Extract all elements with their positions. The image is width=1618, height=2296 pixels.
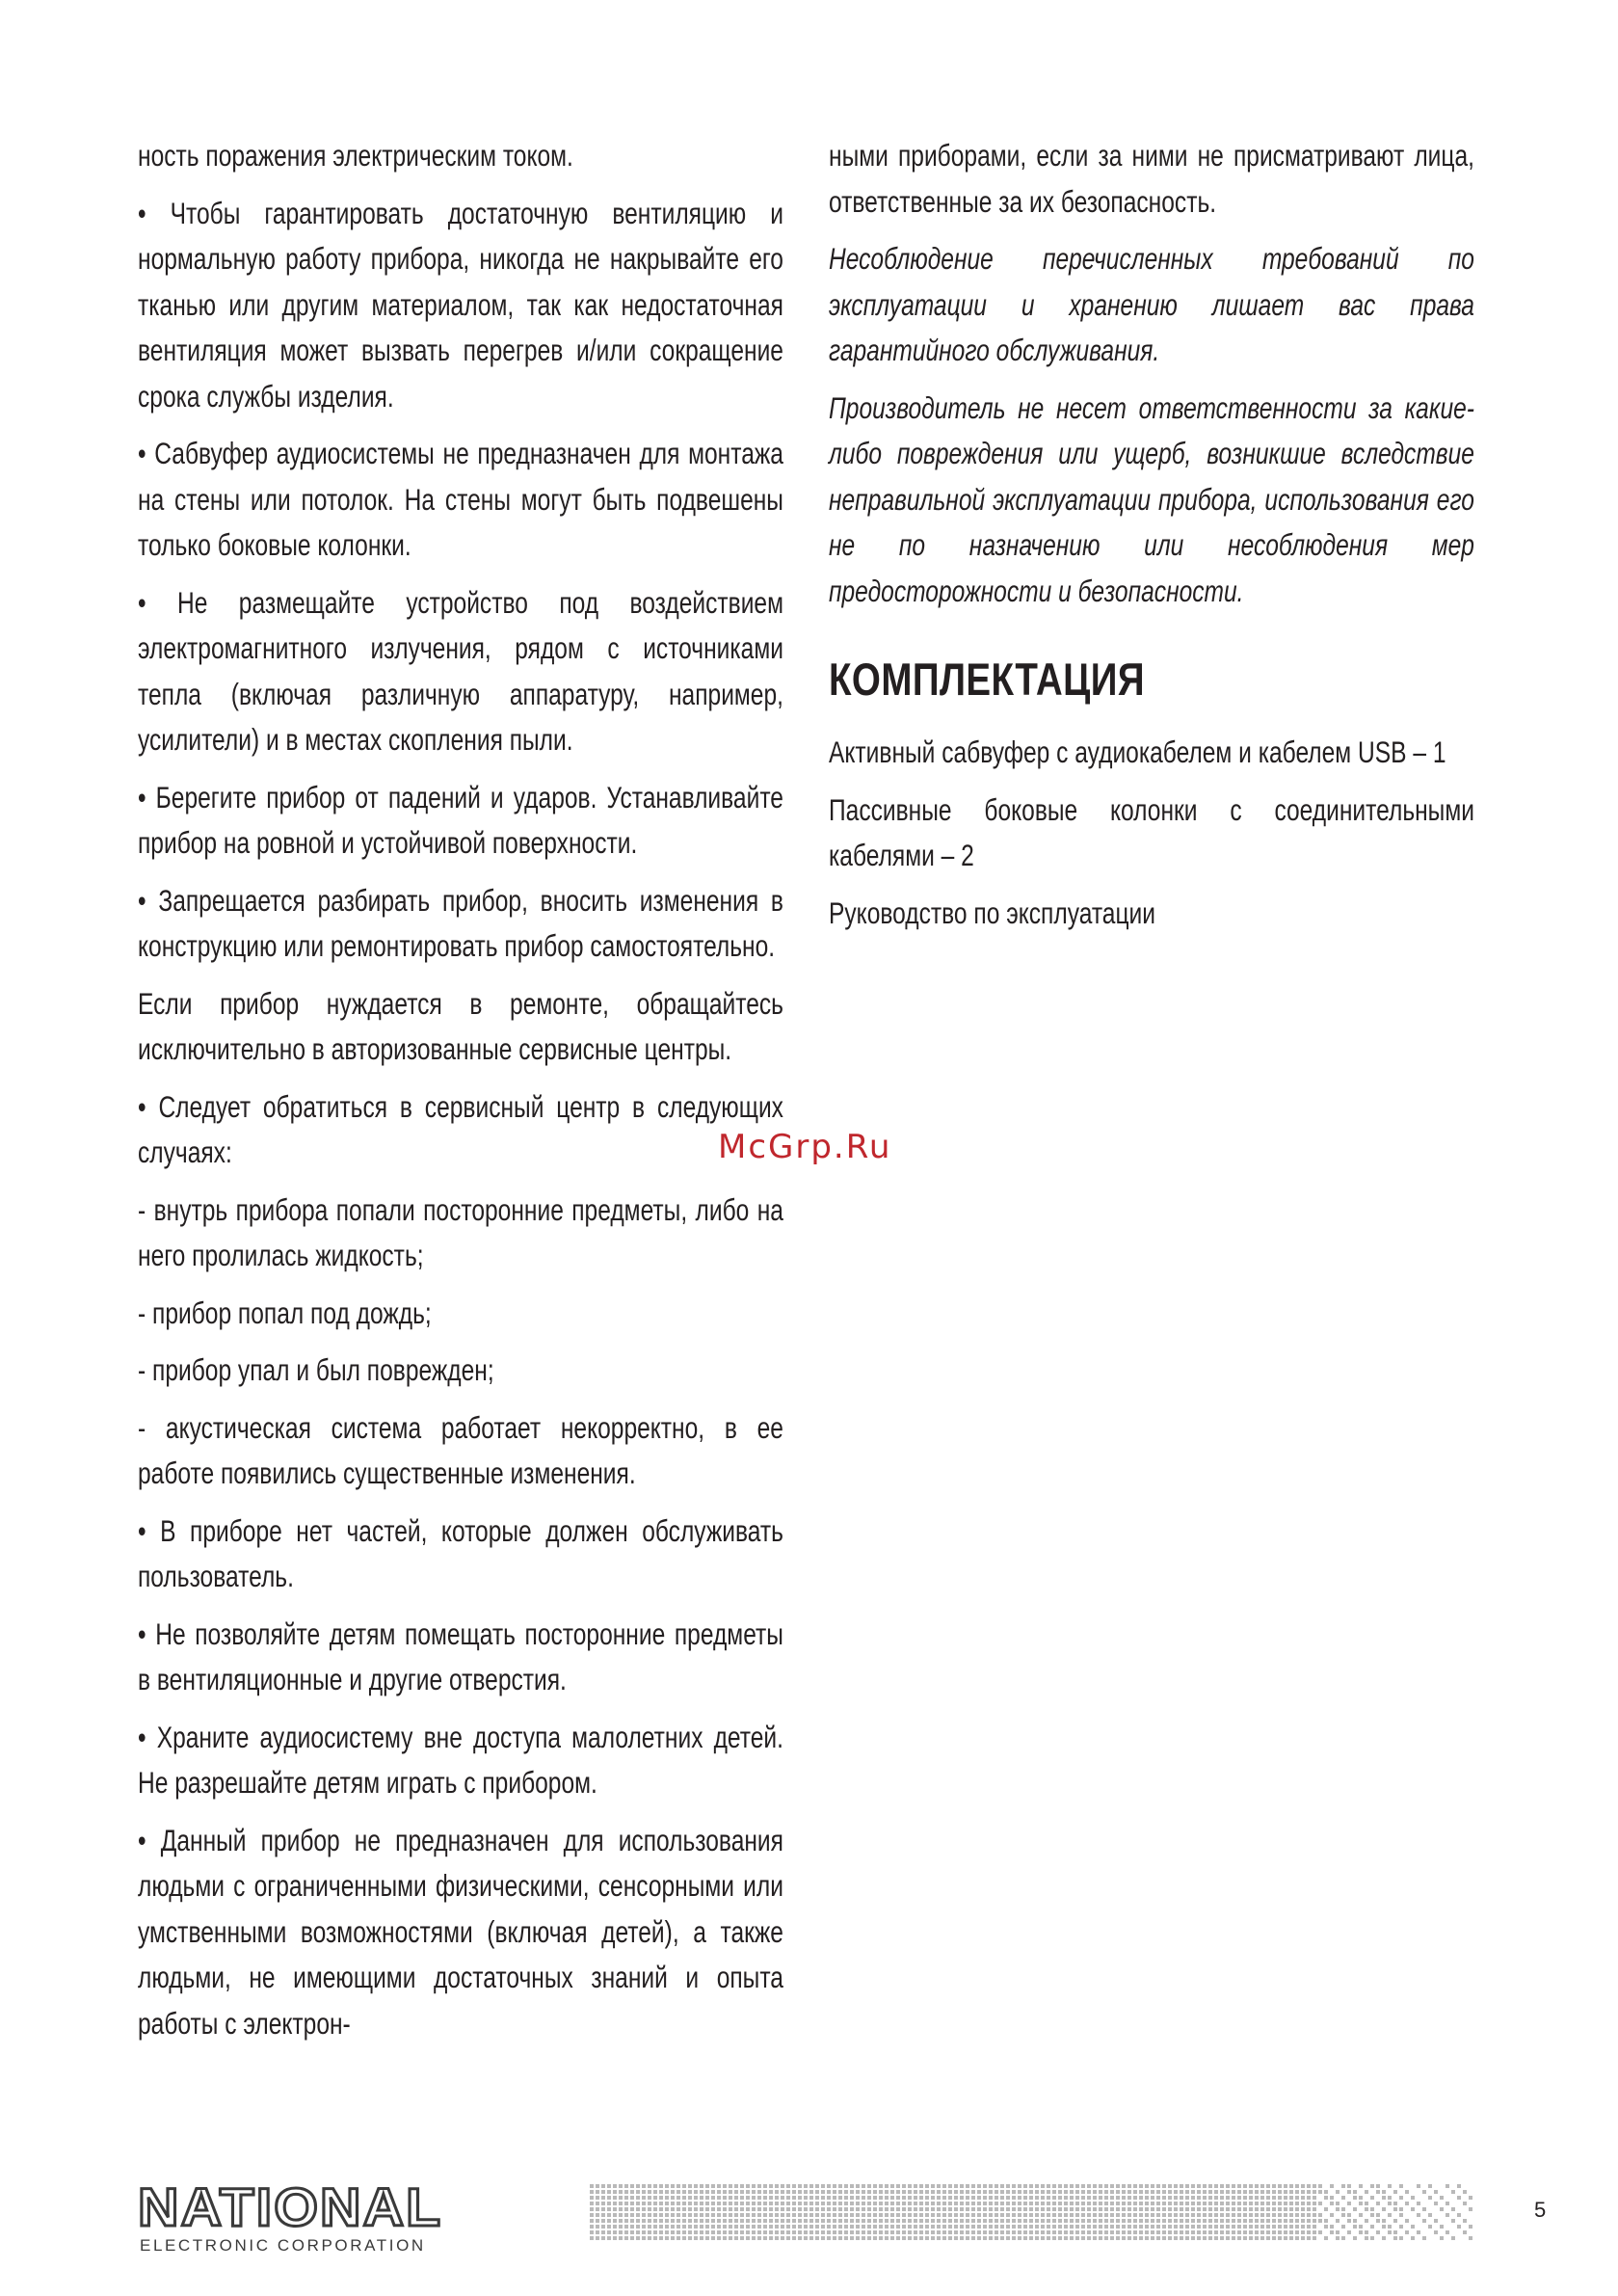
paragraph: • Храните аудиосистему вне доступа малолетних детей. Не разрешайте детям играть с прибором. xyxy=(138,1719,783,1800)
paragraph: ность поражения электрическим током. xyxy=(138,138,573,173)
package-contents-heading: КОМПЛЕКТАЦИЯ xyxy=(829,654,1145,705)
liability-disclaimer: Производитель не несет ответственности за какие-либо повреждения или ущерб, возникшие вследствие неправильной эксплуатации прибора, использования его не по назначению или несоблюдения мер предосторожности и безопасности. xyxy=(829,389,1474,608)
package-item: Активный сабвуфер с аудиокабелем и кабелем USB – 1 xyxy=(829,734,1446,769)
intro-paragraph: ными приборами, если за ними не присматривают лица, ответственные за их безопасность. xyxy=(829,138,1474,219)
watermark: McGrp.Ru xyxy=(718,1128,892,1166)
right-column xyxy=(829,133,1474,948)
decorative-dot-pattern xyxy=(590,2184,1476,2242)
paragraph: • Чтобы гарантировать достаточную вентиляцию и нормальную работу прибора, никогда не накрывайте его тканью или другим материалом, так как недостаточная вентиляция может вызвать перегрев и/или сокращение срока службы изделия. xyxy=(138,195,783,414)
paragraph: • Запрещается разбирать прибор, вносить изменения в конструкцию или ремонтировать прибор самостоятельно. xyxy=(138,882,783,963)
warranty-warning: Несоблюдение перечисленных требований по эксплуатации и хранению лишает вас права гарантийного обслуживания. xyxy=(829,241,1474,367)
package-item: Пассивные боковые колонки с соединительными кабелями – 2 xyxy=(829,791,1474,872)
logo-tagline: ELECTRONIC CORPORATION xyxy=(140,2236,426,2255)
logo-wordmark: NATIONAL xyxy=(138,2176,443,2237)
page-footer xyxy=(0,2159,1618,2296)
paragraph: • Сабвуфер аудиосистемы не предназначен для монтажа на стены или потолок. На стены могут быть подвешены только боковые колонки. xyxy=(138,436,783,562)
package-item: Руководство по эксплуатации xyxy=(829,894,1155,930)
paragraph: • Не размещайте устройство под воздействием электромагнитного излучения, рядом с источниками тепла (включая различную аппаратуру, например, усилители) и в местах скопления пыли. xyxy=(138,584,783,757)
paragraph: • Не позволяйте детям помещать посторонние предметы в вентиляционные и другие отверстия. xyxy=(138,1615,783,1696)
paragraph: • Берегите прибор от падений и ударов. Устанавливайте прибор на ровной и устойчивой поверхности. xyxy=(138,779,783,860)
paragraph: • Следует обратиться в сервисный центр в следующих случаях: xyxy=(138,1088,783,1169)
page-number: 5 xyxy=(1534,2198,1547,2222)
left-column xyxy=(138,133,783,2058)
paragraph: • В приборе нет частей, которые должен обслуживать пользователь. xyxy=(138,1512,783,1593)
paragraph: - прибор попал под дождь; xyxy=(138,1295,432,1330)
paragraph: - акустическая система работает некорректно, в ее работе появились существенные изменения. xyxy=(138,1409,783,1490)
paragraph: • Данный прибор не предназначен для использования людьми с ограниченными физическими, сенсорными или умственными возможностями (включая детей), а также людьми, не имеющими достаточных знаний и опыта работы с электрон- xyxy=(138,1822,783,2041)
paragraph: - прибор упал и был поврежден; xyxy=(138,1352,494,1387)
paragraph: - внутрь прибора попали посторонние предметы, либо на него пролилась жидкость; xyxy=(138,1191,783,1272)
brand-logo xyxy=(138,2176,533,2255)
paragraph: Если прибор нуждается в ремонте, обращайтесь исключительно в авторизованные сервисные центры. xyxy=(138,985,783,1066)
